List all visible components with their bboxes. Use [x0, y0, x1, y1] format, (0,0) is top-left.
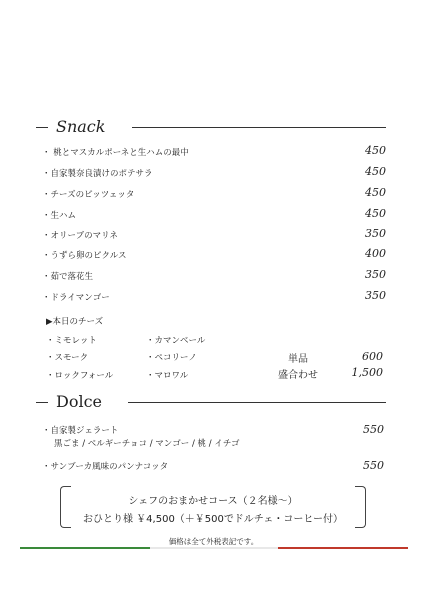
dolce-header-dash: [36, 402, 48, 403]
cheese-item: ・ペコリーノ: [146, 353, 197, 363]
item-name: ・自家製奈良漬けのポテサラ: [42, 169, 153, 179]
list-item: [42, 165, 386, 181]
list-item: [42, 289, 386, 305]
item-name: ・ドライマンゴー: [42, 293, 110, 303]
course-price: おひとり様 ￥4,500（＋￥500でドルチェ・コーヒー付）: [83, 514, 343, 525]
cheese-assorted-price: 1,500: [351, 366, 383, 379]
list-item: [42, 144, 386, 160]
cheese-item: ・スモーク: [46, 353, 89, 363]
item-name: ・チーズのピッツェッタ: [42, 190, 135, 200]
cheese-item: ・カマンベール: [146, 336, 206, 346]
item-price: 350: [365, 227, 386, 240]
gelato-flavors: 黒ごま / ベルギーチョコ / マンゴー / 桃 / イチゴ: [54, 439, 240, 449]
flag-stripe: [20, 547, 408, 549]
list-item: [42, 207, 386, 223]
stripe-white: [150, 547, 278, 549]
item-name: ・オリーブのマリネ: [42, 231, 118, 241]
item-price: 400: [365, 247, 386, 260]
item-name: ・うずら卵のピクルス: [42, 251, 127, 261]
item-price: 350: [365, 268, 386, 281]
list-item: [42, 227, 386, 243]
cheese-item: ・ミモレット: [46, 336, 97, 346]
stripe-red: [278, 547, 408, 549]
item-price: 450: [365, 144, 386, 157]
item-name: ・サンブーカ風味のパンナコッタ: [42, 462, 169, 472]
dolce-section-header: [36, 392, 386, 412]
list-item: [42, 247, 386, 263]
item-name: ・ 桃とマスカルポーネと生ハムの最中: [42, 148, 189, 158]
snack-header-rule: [132, 127, 386, 128]
course-box: [60, 486, 366, 528]
list-item: [42, 268, 386, 284]
stripe-green: [20, 547, 150, 549]
item-price: 550: [363, 459, 384, 472]
dolce-section-title: Dolce: [56, 392, 103, 411]
item-name: ・生ハム: [42, 211, 77, 221]
list-item: [42, 186, 386, 202]
item-name: ・茹で落花生: [42, 272, 94, 282]
cheese-single-price: 600: [362, 350, 383, 363]
cheese-heading: ▶本日のチーズ: [46, 317, 104, 327]
cheese-assorted-label: 盛合わせ: [278, 370, 318, 381]
item-price: 550: [363, 423, 384, 436]
snack-header-dash: [36, 127, 48, 128]
snack-section-title: Snack: [56, 117, 106, 136]
item-price: 450: [365, 165, 386, 178]
cheese-item: ・マロワル: [146, 371, 189, 381]
item-price: 350: [365, 289, 386, 302]
item-price: 450: [365, 186, 386, 199]
cheese-single-label: 単品: [288, 354, 308, 365]
dolce-header-rule: [128, 402, 386, 403]
tax-note: 価格は全て外税表記です。: [168, 537, 259, 546]
item-price: 450: [365, 207, 386, 220]
cheese-item: ・ロックフォール: [46, 371, 114, 381]
item-name: ・自家製ジェラート: [42, 426, 119, 436]
snack-section-header: [36, 117, 386, 137]
course-title: シェフのおまかせコース（２名様〜）: [128, 496, 298, 507]
